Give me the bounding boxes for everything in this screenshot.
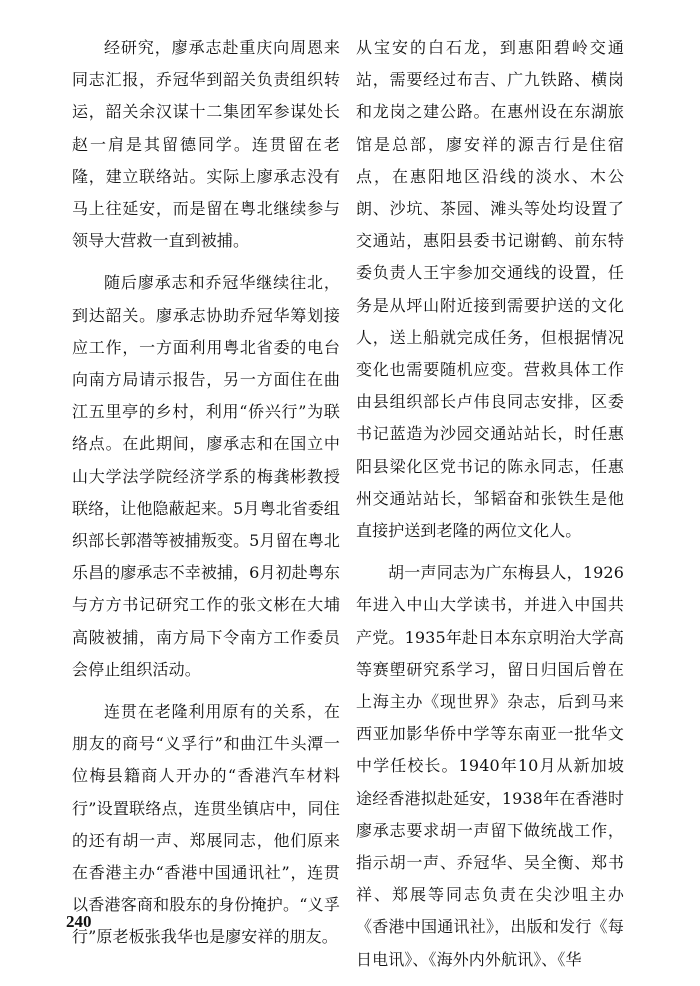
left-column xyxy=(72,32,340,964)
page-number: 240 xyxy=(66,912,92,931)
right-column xyxy=(356,32,624,986)
body-paragraph: 随后廖承志和乔冠华继续往北，到达韶关。廖承志协助乔冠华筹划接应工作，一方面利用粤北省委的电台向南方局请示报告，另一方面住在曲江五里亭的乡村，利用“侨兴行”为联络点。在此期间，廖承志和在国立中山大学法学院经济学系的梅龚彬教授联络，让他隐蔽起来。5月粤北省委组织部长郭潜等被捕叛变。5月留在粤北乐昌的廖承志不幸被捕，6月初赴粤东与方方书记研究工作的张文彬在大埔高陂被捕，南方局下令南方工作委员会停止组织活动。 xyxy=(72,273,340,679)
body-paragraph: 连贯在老隆利用原有的关系，在朋友的商号“义孚行”和曲江牛头潭一位梅县籍商人开办的“香港汽车材料行”设置联络点，连贯坐镇店中，同住的还有胡一声、郑展同志，他们原来在香港主办“香港中国通讯社”，连贯以香港客商和股东的身份掩护。“义孚行”原老板张我华也是廖安祥的朋友。 xyxy=(72,702,340,947)
body-paragraph: 经研究，廖承志赴重庆向周恩来同志汇报，乔冠华到韶关负责组织转运，韶关余汉谋十二集团军参谋处长赵一肩是其留德同学。连贯留在老隆，建立联络站。实际上廖承志没有马上往延安，而是留在粤北继续参与领导大营救一直到被捕。 xyxy=(72,38,340,251)
body-paragraph: 胡一声同志为广东梅县人，1926年进入中山大学读书，并进入中国共产党。1935年赴日本东京明治大学高等赛塱研究系学习，留日归国后曾在上海主办《现世界》杂志，后到马来西亚加影华侨中学等东南亚一批华文中学任校长。1940年10月从新加坡途经香港拟赴延安，1938年在香港时廖承志要求胡一声留下做统战工作，指示胡一声、乔冠华、吴全衡、郑书祥、郑展等同志负责在尖沙咀主办《香港中国通讯社》，出版和发行《每日电讯》、《海外内外航讯》、《华 xyxy=(356,563,624,969)
body-paragraph-continued: 从宝安的白石龙，到惠阳碧岭交通站，需要经过布吉、广九铁路、横岗和龙岗之建公路。在惠州设在东湖旅馆是总部，廖安祥的源吉行是住宿点，在惠阳地区沿线的淡水、木公朗、沙坑、茶园、滩头等处均设置了交通站，惠阳县委书记谢鹤、前东特委负责人王宇参加交通线的设置，任务是从坪山附近接到需要护送的文化人，送上船就完成任务，但根据情况变化也需要随机应变。营救具体工作由县组织部长卢伟良同志安排，区委书记蓝造为沙园交通站站长，时任惠阳县梁化区党书记的陈永同志，任惠州交通站站长，邹韬奋和张铁生是他直接护送到老隆的两位文化人。 xyxy=(356,38,624,541)
